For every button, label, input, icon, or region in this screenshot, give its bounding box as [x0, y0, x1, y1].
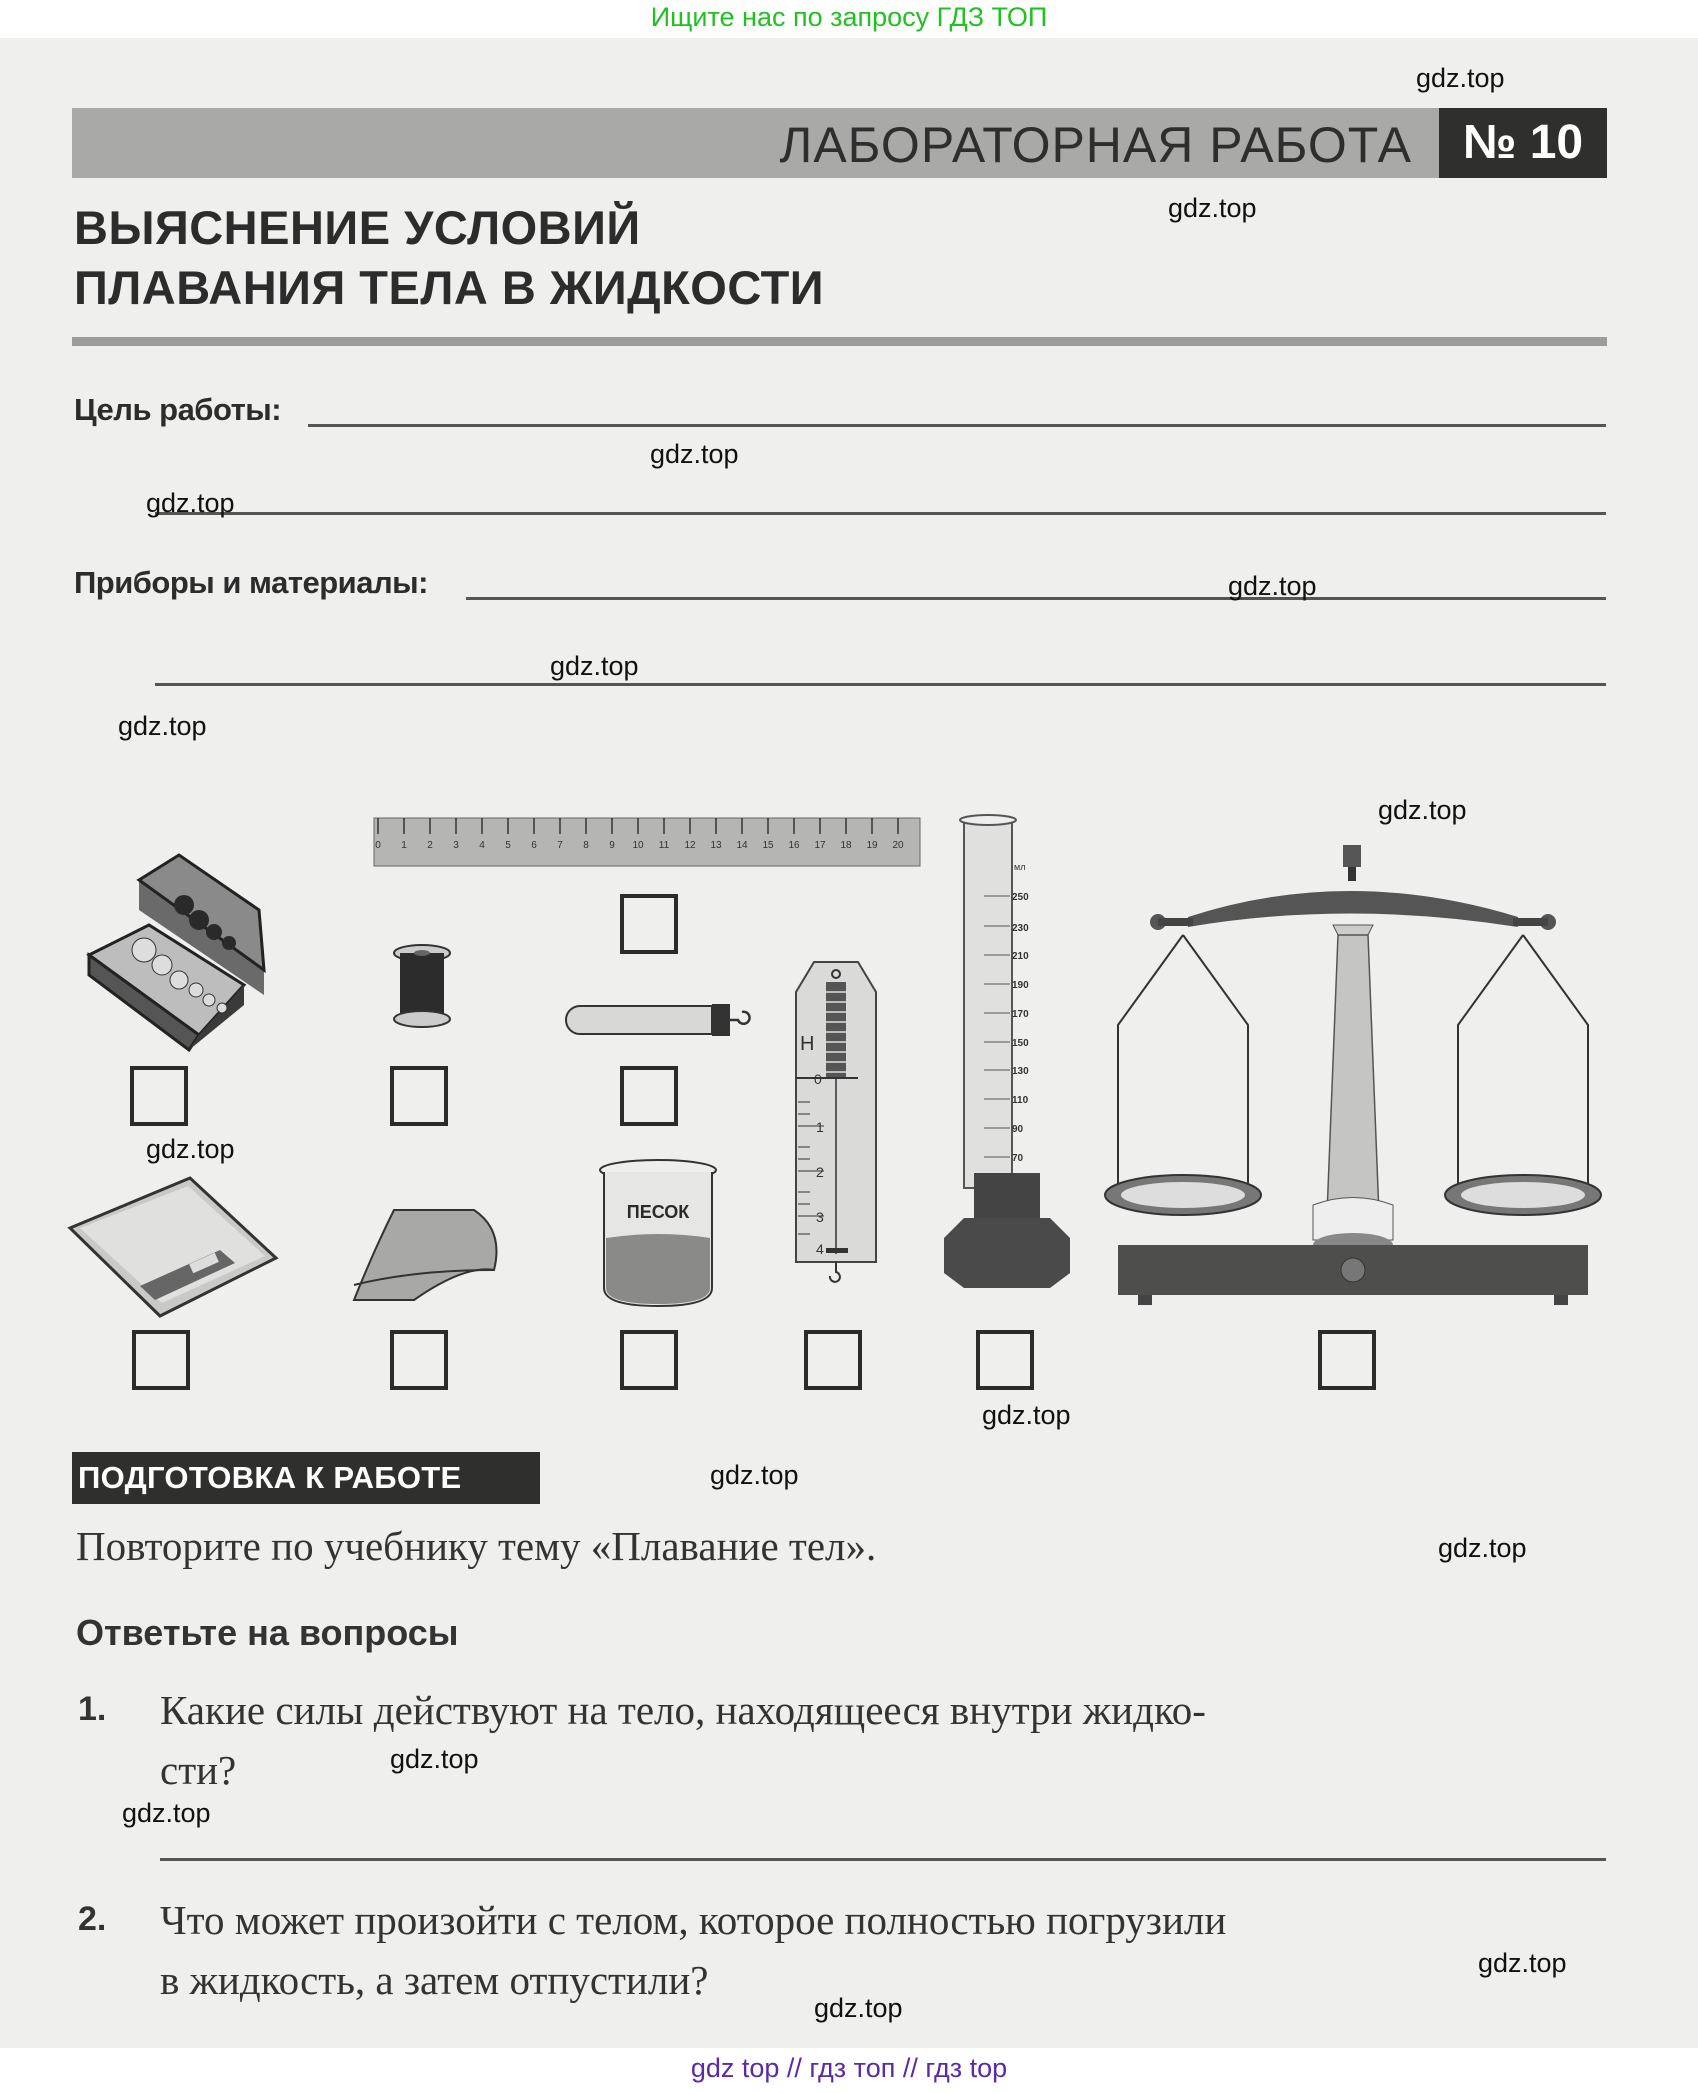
checkbox-ruler[interactable]: [620, 894, 678, 954]
lab-number-badge: № 10: [1439, 108, 1607, 178]
svg-text:14: 14: [736, 840, 748, 851]
watermark: gdz.top: [146, 488, 235, 518]
dynamometer-unit: Н: [800, 1033, 815, 1055]
balance-scale-icon: [1098, 845, 1598, 1305]
svg-text:110: 110: [1012, 1095, 1029, 1106]
svg-text:17: 17: [814, 840, 826, 851]
svg-text:5: 5: [505, 840, 511, 851]
dynamometer-icon: [796, 962, 876, 1284]
watermark: gdz.top: [814, 1993, 903, 2023]
watermark: gdz.top: [710, 1460, 799, 1490]
svg-text:18: 18: [840, 840, 852, 851]
svg-text:16: 16: [788, 840, 800, 851]
checkbox-electronic-scale[interactable]: [132, 1330, 190, 1390]
preparation-instruction: Повторите по учебнику тему «Плавание тел».: [76, 1523, 877, 1569]
svg-text:90: 90: [1012, 1124, 1024, 1135]
top-banner: Ищите нас по запросу ГДЗ ТОП: [0, 0, 1698, 38]
svg-text:19: 19: [866, 840, 878, 851]
page-title: [74, 198, 824, 318]
watermark: gdz.top: [118, 711, 207, 741]
goal-label: Цель работы:: [74, 392, 282, 427]
question-1-number: 1.: [78, 1690, 107, 1728]
measuring-cylinder-icon: [944, 818, 1070, 1288]
sand-beaker-icon: [598, 1160, 718, 1308]
sand-label: ПЕСОК: [626, 1202, 690, 1222]
svg-text:230: 230: [1012, 923, 1029, 934]
svg-text:1: 1: [816, 1119, 824, 1135]
watermark: gdz.top: [1438, 1533, 1527, 1563]
checkbox-measuring-cylinder[interactable]: [976, 1330, 1034, 1390]
svg-text:7: 7: [557, 840, 563, 851]
checkbox-thread-spool[interactable]: [390, 1066, 448, 1126]
svg-text:20: 20: [892, 840, 904, 851]
checkbox-balance-scale[interactable]: [1318, 1330, 1376, 1390]
electronic-scale-icon: [70, 1178, 276, 1316]
svg-text:150: 150: [1012, 1038, 1029, 1049]
svg-text:11: 11: [658, 840, 670, 851]
watermark: gdz.top: [982, 1400, 1071, 1430]
title-divider: [72, 337, 1607, 346]
svg-text:70: 70: [1012, 1153, 1024, 1164]
question-1-line-2: сти?: [160, 1747, 237, 1793]
ruler-icon: [374, 818, 920, 866]
weights-set-icon: [84, 850, 274, 1050]
watermark: gdz.top: [1378, 795, 1467, 825]
watermark: gdz.top: [1168, 193, 1257, 223]
svg-text:170: 170: [1012, 1009, 1029, 1020]
preparation-badge: ПОДГОТОВКА К РАБОТЕ: [72, 1452, 540, 1504]
svg-text:6: 6: [531, 840, 537, 851]
svg-text:0: 0: [814, 1071, 822, 1087]
question-2-line-2: в жидкость, а затем отпустили?: [160, 1957, 709, 2003]
watermark: gdz.top: [390, 1744, 479, 1774]
watermark: gdz.top: [1228, 571, 1317, 601]
svg-text:10: 10: [632, 840, 644, 851]
watermark: gdz.top: [122, 1798, 211, 1828]
checkbox-dynamometer[interactable]: [804, 1330, 862, 1390]
checkbox-weights-set[interactable]: [130, 1066, 188, 1126]
svg-text:13: 13: [710, 840, 722, 851]
svg-text:2: 2: [816, 1164, 824, 1180]
thread-spool-icon: [392, 945, 452, 1027]
svg-text:190: 190: [1012, 980, 1029, 991]
svg-text:4: 4: [479, 840, 485, 851]
question-2-line-1: Что может произойти с телом, которое полностью погрузили: [160, 1897, 1227, 1943]
materials-label: Приборы и материалы:: [74, 565, 428, 600]
watermark: gdz.top: [550, 651, 639, 681]
svg-text:8: 8: [583, 840, 589, 851]
svg-text:4: 4: [816, 1241, 824, 1257]
checkbox-test-tube[interactable]: [620, 1066, 678, 1126]
cylinder-unit: мл: [1014, 862, 1026, 872]
watermark: gdz.top: [1478, 1948, 1567, 1978]
goal-answer-line-1[interactable]: [308, 424, 1606, 427]
question-1-line-1: Какие силы действуют на тело, находящееся внутри жидко-: [160, 1687, 1206, 1733]
checkbox-cloth[interactable]: [390, 1330, 448, 1390]
watermark: gdz.top: [146, 1134, 235, 1164]
bottom-banner: gdz top // гдз топ // гдз top: [0, 2048, 1698, 2093]
question-2-text: [160, 1890, 1226, 2010]
lab-header-bar: [72, 108, 1607, 178]
svg-text:210: 210: [1012, 951, 1029, 962]
svg-text:0: 0: [375, 840, 381, 851]
title-line-1: ВЫЯСНЕНИЕ УСЛОВИЙ: [74, 201, 641, 254]
watermark: gdz.top: [650, 439, 739, 469]
svg-text:250: 250: [1012, 892, 1029, 903]
svg-text:130: 130: [1012, 1066, 1029, 1077]
question-2-number: 2.: [78, 1900, 107, 1938]
lab-label: ЛАБОРАТОРНАЯ РАБОТА: [779, 117, 1412, 173]
materials-answer-line-2[interactable]: [155, 683, 1606, 686]
goal-answer-line-2[interactable]: [155, 512, 1606, 515]
svg-text:2: 2: [427, 840, 433, 851]
questions-heading: Ответьте на вопросы: [76, 1612, 459, 1653]
svg-text:15: 15: [762, 840, 774, 851]
title-line-2: ПЛАВАНИЯ ТЕЛА В ЖИДКОСТИ: [74, 261, 825, 314]
checkbox-sand-beaker[interactable]: [620, 1330, 678, 1390]
question-1-text: [160, 1680, 1206, 1800]
watermark: gdz.top: [1416, 63, 1505, 93]
question-1-answer-line[interactable]: [160, 1858, 1606, 1861]
materials-answer-line-1[interactable]: [466, 597, 1606, 600]
svg-text:1: 1: [401, 840, 407, 851]
test-tube-icon: [562, 1000, 752, 1042]
svg-text:3: 3: [816, 1209, 824, 1225]
svg-text:9: 9: [609, 840, 615, 851]
svg-text:12: 12: [684, 840, 696, 851]
svg-text:3: 3: [453, 840, 459, 851]
cloth-icon: [354, 1210, 506, 1302]
